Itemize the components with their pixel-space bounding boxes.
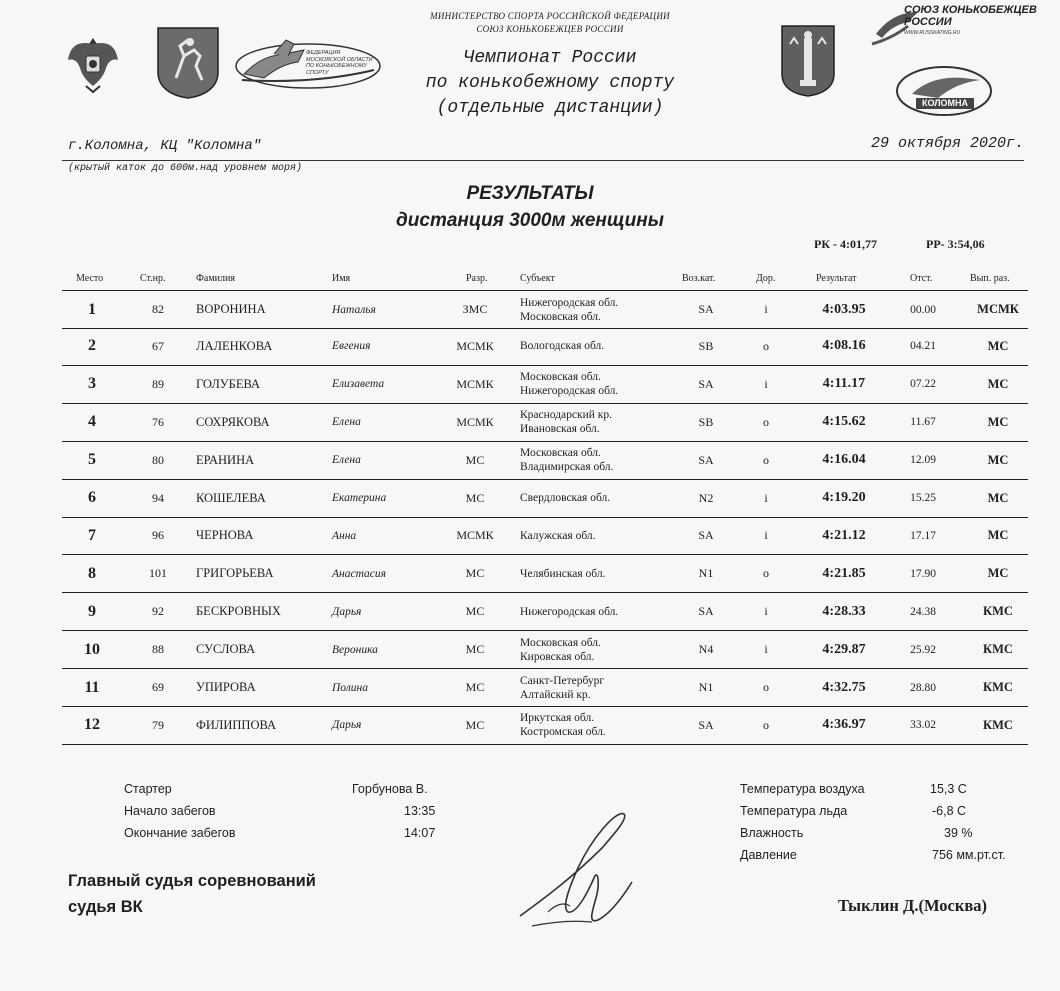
moscow-region-coat-of-arms-icon [156,26,220,100]
achieved-rank-cell: КМС [983,717,1013,732]
age-category-cell: SA [698,376,714,391]
region-line: Кировская обл. [520,650,595,663]
region-line: Владимирская обл. [520,461,614,474]
region-cell [520,707,606,744]
surname-cell: ФИЛИППОВА [196,717,277,732]
achieved-rank-cell: МС [987,452,1009,467]
age-category-cell: N2 [698,490,714,505]
result-cell: 4:11.17 [822,376,866,392]
surname-cell: СУСЛОВА [196,642,256,657]
header-divider [62,160,1024,161]
lane-cell: o [763,338,769,353]
table-row [62,328,1028,366]
bib-cell: 96 [152,528,164,543]
name-cell: Елизавета [332,378,385,391]
ice-temp-label: Температура льда [740,804,848,818]
achieved-rank-cell: МС [987,528,1009,543]
gap-cell: 33.02 [910,719,936,732]
place-cell: 3 [88,375,96,393]
achieved-rank-cell: МС [987,414,1009,429]
name-cell: Елена [332,454,361,467]
region-line: Калужская обл. [520,529,596,542]
achieved-rank-cell: МС [987,376,1009,391]
surname-cell: ЧЕРНОВА [196,528,254,543]
pressure-label: Давление [740,848,797,862]
place-cell: 11 [84,678,100,696]
table-row [62,669,1028,707]
achieved-rank-cell: МСМК [977,302,1019,316]
bib-cell: 88 [152,642,164,657]
result-cell: 4:19.20 [822,490,866,505]
table-row [62,404,1028,442]
place-cell: 5 [88,451,96,469]
rank-cell: МС [465,566,485,581]
gap-cell: 28.80 [910,681,936,694]
col-header-age: Воз.кат. [682,273,716,284]
region-line: Московская обл. [520,310,601,323]
region-line: Вологодская обл. [520,340,605,353]
table-row [62,517,1028,555]
place-cell: 1 [88,300,96,318]
col-header-achieved: Вып. раз. [970,273,1010,284]
bib-cell: 67 [152,338,164,353]
region-line: Нижегородская обл. [520,605,619,618]
surname-cell: ЕРАНИНА [196,452,255,467]
surname-cell: ВОРОНИНА [196,302,266,316]
rink-note: (крытый каток до 600м.над уровнем моря) [68,163,303,174]
chief-judge-name: Тыклин Д.(Москва) [838,896,988,915]
lane-cell: o [763,452,769,467]
region-cell [520,328,604,365]
ministry-line: МИНИСТЕРСТВО СПОРТА РОССИЙСКОЙ ФЕДЕРАЦИИ [430,11,670,21]
place-cell: 12 [84,716,100,734]
results-heading: РЕЗУЛЬТАТЫ [466,183,594,204]
surname-cell: ГОЛУБЕВА [196,376,261,391]
title-line-2: по конькобежному спорту [425,73,675,93]
table-row [62,555,1028,593]
gap-cell: 07.22 [910,378,936,391]
lane-cell: i [764,302,768,316]
achieved-rank-cell: КМС [983,642,1013,657]
rank-cell: МСМК [456,338,494,353]
age-category-cell: SA [698,717,714,732]
age-category-cell: SA [698,528,714,543]
bib-cell: 94 [152,490,164,505]
age-category-cell: N4 [698,642,714,657]
age-category-cell: SB [698,414,714,429]
region-cell [520,404,612,441]
gap-cell: 17.17 [910,529,936,542]
age-category-cell: SA [698,604,714,619]
event-date: 29 октября 2020г. [870,135,1024,152]
record-rk: РК - 4:01,77 [814,237,878,251]
place-cell: 10 [84,640,100,658]
region-line: Нижегородская обл. [520,296,619,309]
lane-cell: i [764,376,768,391]
place-cell: 6 [88,489,96,506]
start-time-value: 13:35 [404,804,436,818]
name-cell: Дарья [332,605,362,618]
name-cell: Евгения [332,340,371,353]
region-cell [520,669,604,706]
bib-cell: 82 [152,302,164,316]
ministry-header [380,10,720,36]
rank-cell: МСМК [456,414,494,429]
ice-temp-value: -6,8 С [932,804,967,818]
table-row [62,290,1028,329]
chief-judge-line-1: Главный судья соревнований [68,872,316,890]
region-cell [520,291,618,328]
lane-cell: o [763,680,769,694]
achieved-rank-cell: КМС [983,680,1013,694]
col-header-surname: Фамилия [196,273,235,284]
starter-label: Стартер [124,782,172,796]
gap-cell: 12.09 [910,454,936,467]
col-header-bib: Ст.нр. [140,273,166,284]
achieved-rank-cell: КМС [983,604,1013,619]
signature-icon [512,808,642,936]
federation-logo-text: ФЕДЕРАЦИЯ МОСКОВСКОЙ ОБЛАСТИ ПО КОНЬКОБЕЖНОМУ СПОРТУ [306,50,373,76]
region-line: Нижегородская обл. [520,385,619,398]
name-cell: Анна [332,529,357,542]
name-cell: Дарья [332,719,362,732]
gap-cell: 00.00 [910,303,936,316]
result-cell: 4:15.62 [822,414,866,430]
result-cell: 4:36.97 [822,717,866,733]
surname-cell: КОШЕЛЕВА [196,490,266,505]
skating-union-logo [868,4,1038,60]
result-cell: 4:32.75 [822,679,866,695]
venue: г.Коломна, КЦ "Коломна" [68,138,262,154]
distance-subtitle: дистанция 3000м женщины [396,210,664,231]
gap-cell: 04.21 [910,340,936,353]
region-cell [520,480,610,517]
region-line: Челябинская обл. [520,567,606,580]
col-header-gap: Отст. [910,273,933,284]
age-category-cell: N1 [698,566,714,581]
result-cell: 4:08.16 [822,338,866,354]
region-cell [520,593,618,630]
result-cell: 4:29.87 [822,641,866,657]
bib-cell: 76 [152,414,164,429]
skating-union-url: WWW.RUSSKATING.RU [904,30,961,36]
region-cell [520,442,613,479]
col-header-region: Субъект [520,273,555,284]
kolomna-arena-logo [894,64,994,118]
region-line: Ивановская обл. [520,423,600,436]
gap-cell: 25.92 [910,643,936,656]
name-cell: Елена [332,416,361,429]
rank-cell: МС [465,452,485,467]
region-cell [520,555,605,592]
gap-cell: 15.25 [910,492,936,504]
record-rr: РР- 3:54,06 [926,237,985,251]
surname-cell: СОХРЯКОВА [196,414,270,429]
humidity-label: Влажность [740,826,804,840]
name-cell: Вероника [332,643,378,656]
rank-cell: МСМК [456,376,494,391]
lane-cell: o [763,414,769,429]
col-header-place: Место [76,273,104,284]
region-line: Иркутская обл. [520,712,595,725]
region-line: Московская обл. [520,636,601,649]
region-line: Санкт-Петербург [520,674,605,687]
name-cell: Полина [332,681,368,694]
lane-cell: o [763,566,769,581]
surname-cell: ГРИГОРЬЕВА [196,566,274,581]
lane-cell: i [764,528,768,543]
rank-cell: МСМК [456,528,494,543]
col-header-result: Результат [816,273,857,284]
result-cell: 4:16.04 [822,452,866,468]
union-line: СОЮЗ КОНЬКОБЕЖЦЕВ РОССИИ [476,24,624,34]
age-category-cell: SA [698,302,714,316]
result-cell: 4:21.12 [822,527,866,543]
lane-cell: o [763,717,769,732]
region-line: Костромская обл. [520,726,606,739]
gap-cell: 11.67 [910,416,936,429]
bib-cell: 69 [152,680,164,694]
lane-cell: i [764,604,768,619]
place-cell: 7 [88,526,96,544]
rank-cell: ЗМС [462,302,488,316]
result-cell: 4:03.95 [822,301,866,317]
rank-cell: МС [465,642,485,657]
place-cell: 4 [88,413,96,431]
rank-cell: МС [465,680,485,694]
bib-cell: 92 [152,604,164,619]
russian-emblem-icon [66,32,120,94]
region-line: Московская обл. [520,447,601,460]
region-cell [520,517,596,554]
starter-value: Горбунова В. [352,782,428,796]
col-header-name: Имя [332,273,351,284]
kolomna-logo-text: КОЛОМНА [921,98,969,108]
rank-cell: МС [465,490,485,505]
name-cell: Анастасия [332,567,386,580]
bib-cell: 101 [149,566,167,581]
name-cell: Наталья [332,303,376,316]
bib-cell: 79 [152,717,164,732]
gap-cell: 24.38 [910,605,936,618]
table-row [62,442,1028,480]
table-row [62,631,1028,669]
region-line: Краснодарский кр. [520,409,612,422]
result-cell: 4:28.33 [822,603,866,619]
region-line: Московская обл. [520,371,601,384]
table-row [62,707,1028,745]
rank-cell: МС [465,604,485,619]
surname-cell: ЛАЛЕНКОВА [196,338,273,353]
achieved-rank-cell: МС [987,338,1009,353]
place-cell: 9 [88,602,96,620]
name-cell: Екатерина [332,492,387,504]
surname-cell: УПИРОВА [196,680,256,694]
table-row [62,480,1028,518]
title-line-3: (отдельные дистанции) [436,98,664,118]
end-time-label: Окончание забегов [124,826,236,840]
air-temp-label: Температура воздуха [740,782,865,796]
region-line: Свердловская обл. [520,492,611,504]
region-cell [520,366,618,403]
air-temp-value: 15,3 С [930,782,967,796]
title-line-1: Чемпионат России [463,48,637,68]
table-row [62,593,1028,631]
rank-cell: МС [465,717,485,732]
result-cell: 4:21.85 [822,565,866,581]
achieved-rank-cell: МС [987,490,1009,505]
end-time-value: 14:07 [404,826,436,840]
region-cell [520,631,601,668]
skating-union-text: СОЮЗ КОНЬКОБЕЖЦЕВ РОССИИ [904,4,1037,28]
bib-cell: 89 [152,376,164,391]
pressure-value: 756 мм.рт.ст. [932,848,1006,862]
place-cell: 8 [88,564,96,582]
results-title [330,180,730,234]
col-header-lane: Дор. [756,273,776,284]
place-cell: 2 [88,337,96,355]
col-header-rank: Разр. [466,273,488,284]
kolomna-coat-of-arms-icon [780,24,836,98]
chief-judge-line-2: судья ВК [68,898,143,916]
age-category-cell: SB [698,338,714,353]
table-row [62,366,1028,404]
gap-cell: 17.90 [910,567,936,580]
chief-judge-title [68,868,316,920]
age-category-cell: SA [698,452,714,467]
age-category-cell: N1 [698,680,714,694]
lane-cell: i [764,490,768,505]
surname-cell: БЕСКРОВНЫХ [196,604,281,619]
achieved-rank-cell: МС [987,566,1009,581]
lane-cell: i [764,642,768,657]
championship-title [360,46,740,121]
region-line: Алтайский кр. [520,688,591,701]
humidity-value: 39 % [944,826,973,840]
bib-cell: 80 [152,452,164,467]
start-time-label: Начало забегов [124,804,216,818]
